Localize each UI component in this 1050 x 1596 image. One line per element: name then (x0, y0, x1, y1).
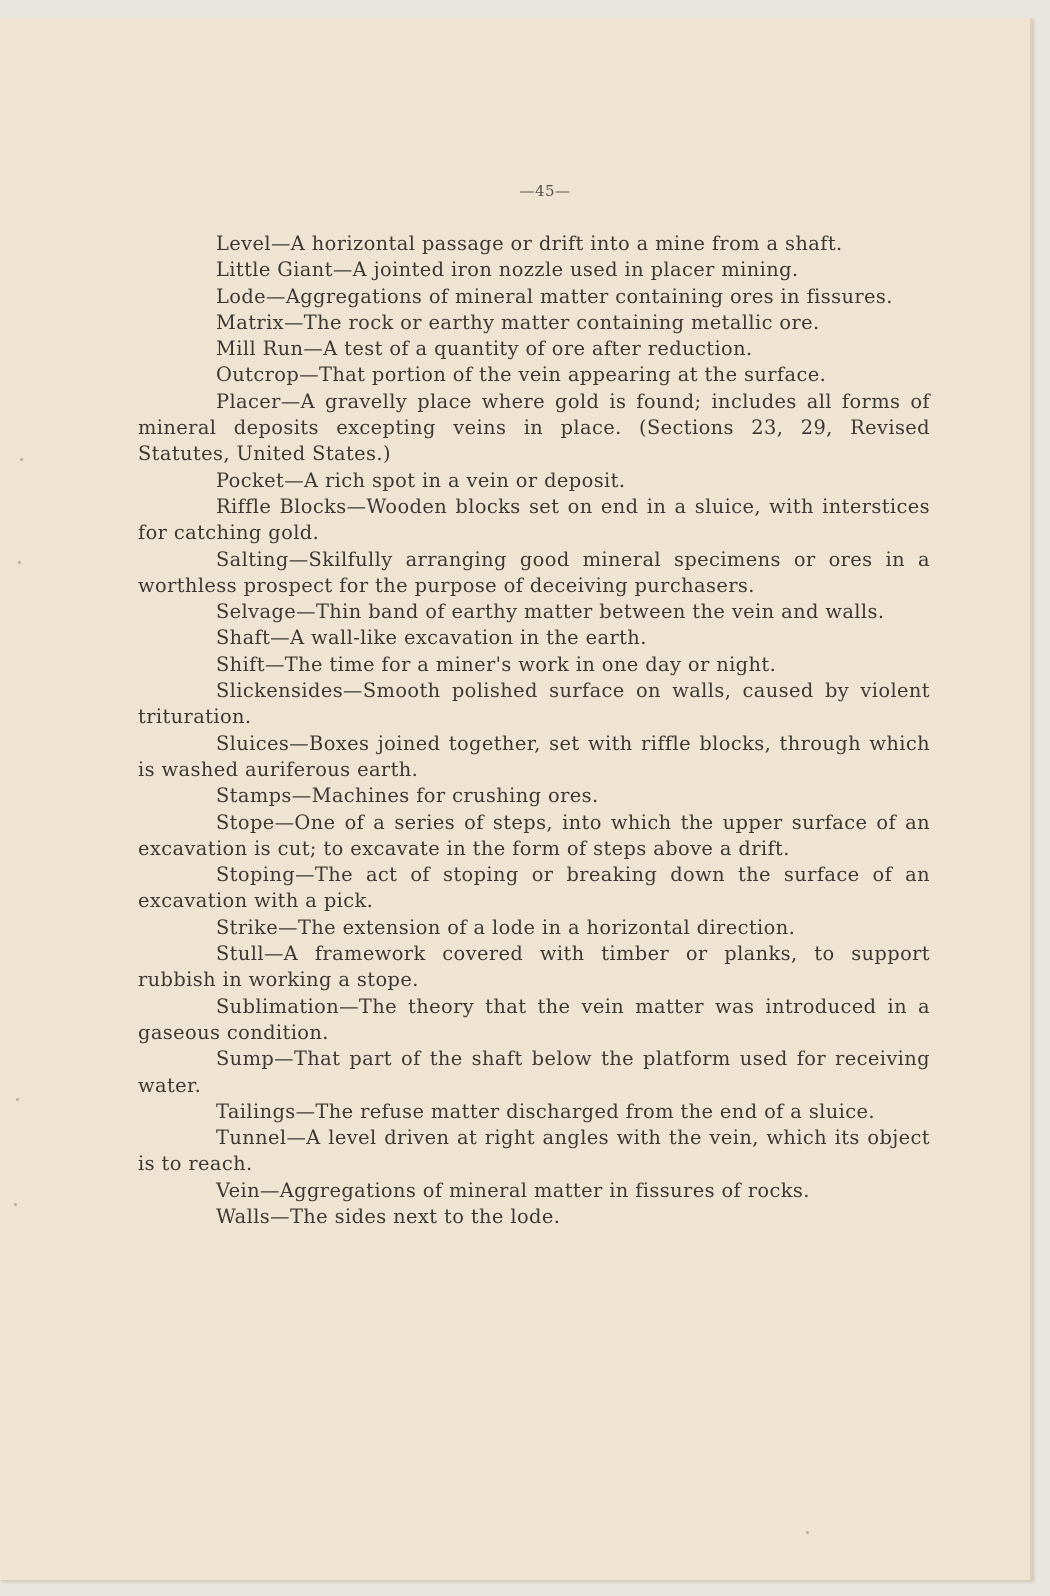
glossary-entry-slickensides: Slickensides—Smooth polished surface on walls, caused by violent trituration. (138, 679, 930, 729)
glossary-entry-shaft: Shaft—A wall-like excavation in the earth. (216, 626, 647, 650)
glossary-entry-riffle-blocks: Riffle Blocks—Wooden blocks set on end in a sluice, with interstices for catching gold. (138, 494, 930, 545)
glossary-entry-stamps: Stamps—Machines for crushing ores. (216, 784, 599, 808)
glossary-entry-vein: Vein—Aggregations of mineral matter in fissures of rocks. (216, 1178, 810, 1202)
glossary-entry-stull: Stull—A framework covered with timber or planks, to support rubbish in working a stope. (138, 942, 930, 992)
page-number: —45— (519, 182, 571, 200)
glossary-entry-outcrop: Outcrop—That portion of the vein appearing at the surface. (216, 363, 827, 387)
paper-speck (14, 1203, 17, 1206)
glossary-entry-matrix: Matrix—The rock or earthy matter containing metallic ore. (216, 310, 820, 334)
glossary-entry-lode: Lode—Aggregations of mineral matter containing ores in fissures. (216, 284, 893, 308)
glossary-entry-pocket: Pocket—A rich spot in a vein or deposit. (216, 468, 626, 492)
paper-speck (16, 1098, 19, 1101)
glossary-entry-walls: Walls—The sides next to the lode. (216, 1204, 561, 1228)
glossary-entry-tailings: Tailings—The refuse matter discharged from the end of a sluice. (216, 1099, 875, 1123)
glossary-entry-level: Level—A horizontal passage or drift into a mine from a shaft. (216, 232, 843, 255)
glossary-entry-strike: Strike—The extension of a lode in a horizontal direction. (216, 915, 796, 939)
glossary-entry-stope: Stope—One of a series of steps, into which the upper surface of an excavation is cut; to excavate in the form of steps above a drift. (138, 810, 930, 860)
glossary-entry-sump: Sump—That part of the shaft below the platform used for receiving water. (138, 1047, 930, 1097)
glossary-entry-salting: Salting—Skilfully arranging good mineral specimens or ores in a worthless prospect for the purpose of deceiving purchasers. (138, 547, 930, 597)
paper-speck (20, 458, 23, 461)
paper-speck (18, 561, 21, 564)
glossary-entry-sluices: Sluices—Boxes joined together, set with riffle blocks, through which is washed auriferous earth. (138, 731, 930, 781)
glossary-entry-stoping: Stoping—The act of stoping or breaking down the surface of an excavation with a pick. (138, 863, 930, 913)
glossary-entry-mill-run: Mill Run—A test of a quantity of ore after reduction. (216, 337, 753, 361)
glossary-entry-placer: Placer—A gravelly place where gold is found; includes all forms of mineral deposits excepting veins in place. (Sections 23, 29, Revised Statutes, United States.) (138, 389, 930, 466)
glossary-entry-little-giant: Little Giant—A jointed iron nozzle used in placer mining. (216, 258, 799, 282)
glossary-entry-shift: Shift—The time for a miner's work in one day or night. (216, 652, 777, 676)
glossary-entries (138, 231, 930, 1230)
glossary-entry-tunnel: Tunnel—A level driven at right angles with the vein, which its object is to reach. (138, 1126, 930, 1176)
document-page (0, 18, 1032, 1580)
glossary-entry-sublimation: Sublimation—The theory that the vein matter was introduced in a gaseous condition. (138, 994, 930, 1044)
paper-speck (806, 1531, 809, 1534)
glossary-entry-selvage: Selvage—Thin band of earthy matter between the vein and walls. (216, 600, 885, 624)
